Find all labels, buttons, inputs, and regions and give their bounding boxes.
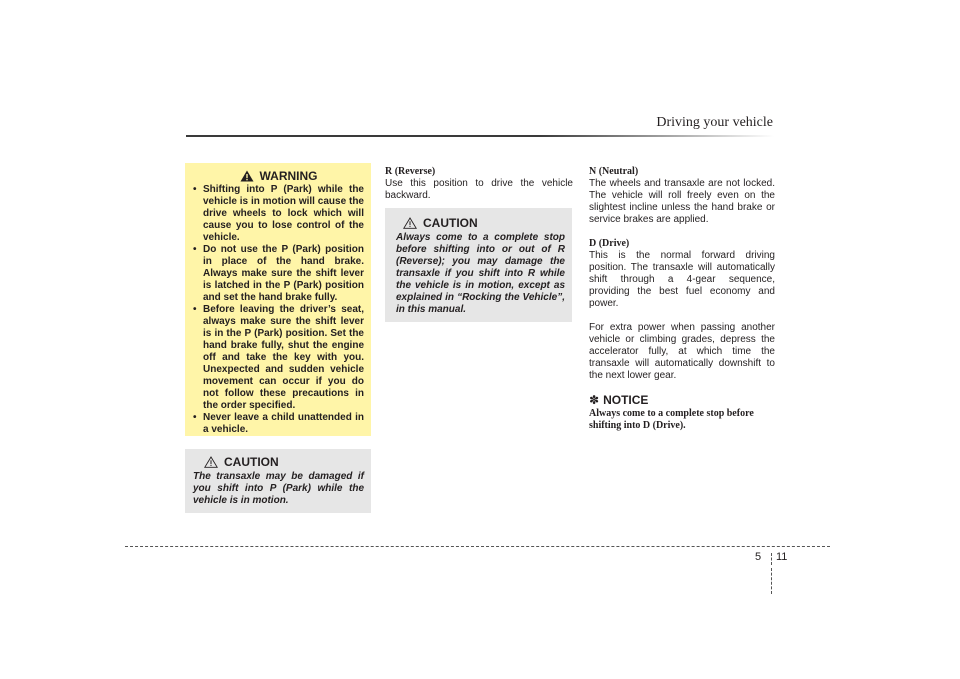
caution-box-park (185, 449, 371, 513)
caution-text: Always come to a complete stop before shifting into or out of R (Reverse); you may damage the transaxle if you shift into R while the vehicle is in motion, except as explained in “Rocking the Vehicle”, in this manual. (396, 232, 565, 315)
caution-text: The transaxle may be damaged if you shift into P (Park) while the vehicle is in motion. (193, 471, 364, 506)
section-title: Driving your vehicle (656, 115, 773, 130)
warning-item: • Do not use the P (Park) position in place of the hand brake. Always make sure the shift lever is latched in the P (Park) position and set the hand brake fully. (193, 244, 364, 304)
notice-star-icon: ✽ (589, 393, 600, 407)
warning-box (185, 163, 371, 436)
warning-triangle-icon (240, 170, 254, 182)
drive-text: This is the normal forward driving position. The transaxle will automatically shift through a 4-gear sequence, providing the best fuel economy and power. (589, 250, 775, 309)
caution-title: CAUTION (423, 216, 478, 230)
warning-item: • Shifting into P (Park) while the vehicle is in motion will cause the drive wheels to lock which will cause you to lose control of the vehicle. (193, 184, 364, 244)
reverse-section (385, 166, 573, 202)
warning-list (193, 184, 364, 436)
caution-triangle-icon (403, 217, 417, 229)
caution-triangle-icon (204, 456, 218, 468)
notice-header (589, 394, 775, 406)
page-divider-lower (771, 568, 772, 594)
page-divider (771, 553, 772, 565)
warning-item: • Never leave a child unattended in a vehicle. (193, 412, 364, 436)
chapter-number: 5 (755, 551, 762, 563)
header-rule (186, 135, 774, 137)
caution-header (193, 455, 364, 469)
neutral-heading: N (Neutral) (589, 166, 639, 177)
drive-heading: D (Drive) (589, 238, 630, 249)
reverse-heading: R (Reverse) (385, 166, 436, 177)
page-number: 11 (776, 551, 788, 563)
reverse-text: Use this position to drive the vehicle backward. (385, 178, 573, 201)
caution-header (396, 216, 565, 230)
notice-text: Always come to a complete stop before shifting into D (Drive). (589, 408, 754, 431)
warning-item: • Before leaving the driver’s seat, always make sure the shift lever is in the P (Park) position. Set the hand brake fully, shut the engine off and take the key with you. Unexpected and sudden vehicle movement can occur if you do not follow these precautions in the order specified. (193, 304, 364, 412)
warning-header (193, 169, 364, 183)
gear-positions-section (589, 166, 775, 432)
footer-rule (125, 546, 830, 547)
warning-title: WARNING (259, 169, 318, 183)
neutral-text: The wheels and transaxle are not locked. The vehicle will roll freely even on the slightest incline unless the hand brake or service brakes are applied. (589, 178, 775, 225)
notice-title: NOTICE (603, 393, 649, 407)
caution-title: CAUTION (224, 455, 279, 469)
drive-extra-power-text: For extra power when passing another vehicle or climbing grades, depress the accelerator fully, at which time the transaxle will automatically downshift to the next lower gear. (589, 322, 775, 381)
caution-box-reverse (385, 208, 572, 322)
